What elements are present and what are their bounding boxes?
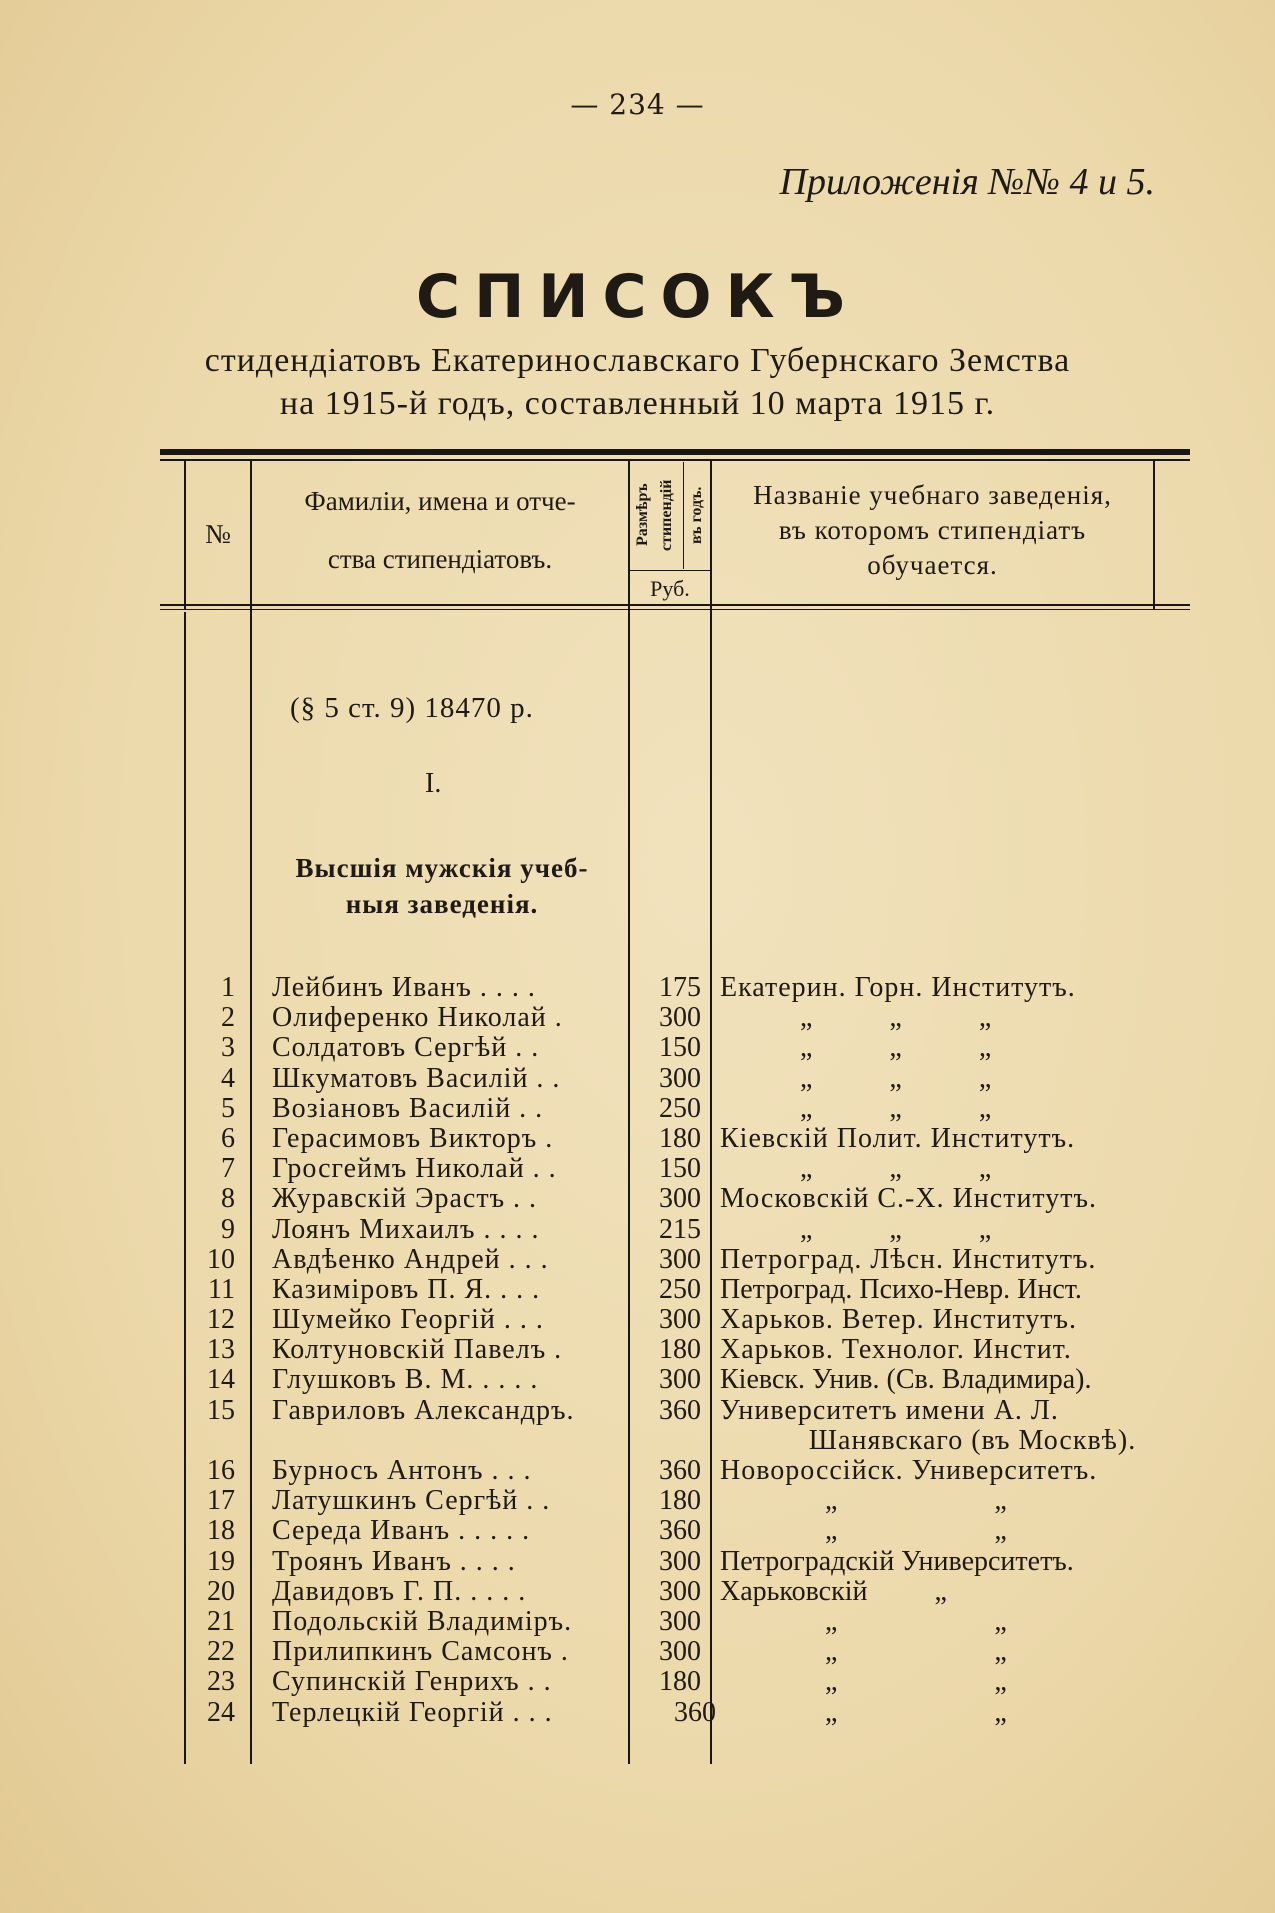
row-number: 7 <box>221 1153 235 1185</box>
row-name: Солдатовъ Сергѣй . . <box>272 1032 540 1064</box>
row-institution: „ „ „ <box>800 1062 992 1094</box>
header-institution <box>712 478 1153 583</box>
row-number: 1 <box>221 972 235 1003</box>
subtitle-line-2: на 1915-й годъ, составленный 10 марта 1915 г. <box>279 385 996 422</box>
table-row <box>160 1245 1190 1275</box>
row-amount: 300 <box>659 1002 701 1034</box>
row-number: 12 <box>207 1304 235 1336</box>
row-number: 6 <box>221 1122 235 1154</box>
amount-unit-rule <box>630 570 710 571</box>
row-number: 19 <box>207 1545 235 1577</box>
row-number: 17 <box>207 1485 235 1517</box>
row-institution: Университетъ имени А. Л. <box>720 1394 1059 1426</box>
row-name: Казиміровъ П. Я. . . . <box>272 1273 541 1305</box>
table-row <box>160 1003 1190 1033</box>
row-name: Гавриловъ Александръ. <box>272 1394 575 1426</box>
row-number: 16 <box>207 1455 235 1487</box>
table-top-rule-thin <box>160 459 1190 461</box>
row-amount: 150 <box>659 1153 701 1185</box>
row-institution: Кіевск. Унив. (Св. Владимира). <box>720 1364 1092 1396</box>
table-body <box>160 973 1190 1728</box>
row-name: Давидовъ Г. П. . . . . <box>272 1575 527 1607</box>
row-amount: 150 <box>659 1032 701 1064</box>
table-row <box>160 1456 1190 1486</box>
row-name: Терлецкій Георгій . . . <box>272 1696 553 1728</box>
row-institution: Харьков. Технолог. Инстит. <box>720 1334 1072 1366</box>
row-name: Олиференко Николай . <box>272 1002 563 1034</box>
row-name: Гросгеймъ Николай . . <box>272 1153 557 1185</box>
row-amount: 360 <box>659 1515 701 1547</box>
table-row <box>160 1184 1190 1214</box>
row-name: Лейбинъ Иванъ . . . . <box>272 972 536 1003</box>
row-institution: Харьковскій „ <box>720 1575 947 1607</box>
row-number: 8 <box>221 1183 235 1215</box>
table-row <box>160 1637 1190 1667</box>
row-number: 2 <box>221 1002 235 1034</box>
row-institution: „ „ <box>825 1696 1007 1728</box>
row-amount: 360 <box>674 1696 716 1728</box>
table-row <box>160 1064 1190 1094</box>
row-institution: Петроград. Лѣсн. Институтъ. <box>720 1243 1097 1275</box>
row-name: Возіановъ Василій . . <box>272 1092 544 1124</box>
row-amount: 360 <box>659 1455 701 1487</box>
row-amount: 300 <box>659 1605 701 1637</box>
table-row <box>160 1275 1190 1305</box>
row-name: Журавскій Эрастъ . . <box>272 1183 538 1215</box>
page-title: СПИСОКЪ <box>416 262 859 332</box>
row-amount: 175 <box>659 972 701 1003</box>
row-number: 21 <box>207 1605 235 1637</box>
row-institution: Кіевскій Полит. Институтъ. <box>720 1122 1076 1154</box>
row-institution: Харьков. Ветер. Институтъ. <box>720 1304 1078 1336</box>
row-institution: „ „ „ <box>800 1213 992 1245</box>
row-number: 14 <box>207 1364 235 1396</box>
table-row <box>160 1698 1190 1728</box>
table-row <box>160 1486 1190 1516</box>
table-row <box>160 1335 1190 1365</box>
header-institution-line-2: въ которомъ стипендіатъ <box>778 515 1087 545</box>
header-bottom-rule-thin <box>160 609 1190 610</box>
table-row <box>160 1547 1190 1577</box>
row-name: Колтуновскій Павелъ . <box>272 1334 563 1366</box>
header-amount-vertical-2: стипендій <box>658 479 675 551</box>
row-amount: 300 <box>659 1545 701 1577</box>
row-institution: „ „ <box>825 1485 1007 1517</box>
header-name-line-2: ства стипендіатовъ. <box>327 544 553 574</box>
row-institution: „ „ „ <box>800 1002 992 1034</box>
row-amount: 180 <box>659 1122 701 1154</box>
row-amount: 300 <box>659 1304 701 1336</box>
row-institution: „ „ „ <box>800 1092 992 1124</box>
row-number: 13 <box>207 1334 235 1366</box>
row-name: Авдѣенко Андрей . . . <box>272 1243 549 1275</box>
row-amount: 180 <box>659 1666 701 1698</box>
row-name: Глушковъ В. М. . . . . <box>272 1364 539 1396</box>
table-row <box>160 1396 1190 1456</box>
row-number: 24 <box>207 1696 235 1728</box>
row-number: 4 <box>221 1062 235 1094</box>
table-row <box>160 1154 1190 1184</box>
row-amount: 180 <box>659 1485 701 1517</box>
row-institution: „ „ <box>825 1636 1007 1668</box>
section-number: I. <box>425 768 442 799</box>
row-amount: 215 <box>659 1213 701 1245</box>
row-number: 3 <box>221 1032 235 1064</box>
section-heading <box>262 850 622 922</box>
row-institution: Московскій С.-Х. Институтъ. <box>720 1183 1098 1215</box>
row-name: Супинскій Генрихъ . . <box>272 1666 552 1698</box>
row-name: Прилипкинъ Самсонъ . <box>272 1636 569 1668</box>
table-row <box>160 1215 1190 1245</box>
table-row <box>160 1516 1190 1546</box>
header-name <box>252 472 628 588</box>
row-amount: 300 <box>659 1062 701 1094</box>
table-row <box>160 1094 1190 1124</box>
section-heading-line-2: ныя заведенія. <box>345 889 539 919</box>
row-name: Шумейко Георгій . . . <box>272 1304 544 1336</box>
table-row <box>160 1607 1190 1637</box>
row-amount: 300 <box>659 1183 701 1215</box>
header-amount-vertical-3: въ годъ. <box>688 486 705 544</box>
row-name: Латушкинъ Сергѣй . . <box>272 1485 551 1517</box>
row-institution: „ „ „ <box>800 1032 992 1064</box>
amount-subdivider <box>683 462 684 569</box>
row-number: 5 <box>221 1092 235 1124</box>
row-name: Бурносъ Антонъ . . . <box>272 1455 532 1487</box>
row-institution: „ „ „ <box>800 1153 992 1185</box>
table-row <box>160 1667 1190 1697</box>
row-name: Подольскій Владиміръ. <box>272 1605 573 1637</box>
row-institution: Петроград. Психо-Невр. Инст. <box>720 1273 1082 1305</box>
header-amount-unit: Руб. <box>650 576 690 601</box>
row-institution: „ „ <box>825 1666 1007 1698</box>
row-number: 10 <box>207 1243 235 1275</box>
row-amount: 300 <box>659 1243 701 1275</box>
table-top-rule <box>160 449 1190 455</box>
row-number: 20 <box>207 1575 235 1607</box>
row-number: 11 <box>208 1273 235 1305</box>
row-institution: Петроградскій Университетъ. <box>720 1545 1074 1577</box>
header-institution-line-1: Названіе учебнаго заведенія, <box>753 480 1112 510</box>
header-institution-line-3: обучается. <box>867 550 998 580</box>
section-heading-line-1: Высшія мужскія учеб- <box>295 853 589 883</box>
table-row <box>160 1365 1190 1395</box>
row-number: 18 <box>207 1515 235 1547</box>
row-amount: 300 <box>659 1575 701 1607</box>
table-row <box>160 1124 1190 1154</box>
row-number: 22 <box>207 1636 235 1668</box>
budget-reference: (§ 5 ст. 9) 18470 р. <box>290 692 534 724</box>
row-institution: „ „ <box>825 1515 1007 1547</box>
row-amount: 300 <box>659 1636 701 1668</box>
row-amount: 250 <box>659 1273 701 1305</box>
row-amount: 250 <box>659 1092 701 1124</box>
header-name-line-1: Фамиліи, имена и отче- <box>304 486 576 516</box>
row-amount: 180 <box>659 1334 701 1366</box>
page-number: — 234 — <box>570 88 705 121</box>
row-name: Троянъ Иванъ . . . . <box>272 1545 516 1577</box>
row-name: Шкуматовъ Василій . . <box>272 1062 561 1094</box>
row-amount: 360 <box>659 1394 701 1426</box>
row-name: Лоянъ Михаилъ . . . . <box>272 1213 540 1245</box>
row-institution: „ „ <box>825 1605 1007 1637</box>
row-institution-continued: Шанявскаго (въ Москвѣ). <box>808 1424 1137 1456</box>
table-row <box>160 1033 1190 1063</box>
table-row <box>160 1577 1190 1607</box>
appendix-label: Приложенія №№ 4 и 5. <box>779 161 1155 203</box>
header-number: № <box>205 519 231 549</box>
row-number: 15 <box>207 1394 235 1426</box>
header-amount-vertical-1: Размѣръ <box>634 483 651 547</box>
row-amount: 300 <box>659 1364 701 1396</box>
row-institution: Новороссійск. Университетъ. <box>720 1455 1098 1487</box>
table-row <box>160 973 1190 1003</box>
row-name: Середа Иванъ . . . . . <box>272 1515 531 1547</box>
table-right-border <box>1153 459 1155 609</box>
subtitle-line-1: стидендіатовъ Екатеринославскаго Губернскаго Земства <box>204 342 1071 379</box>
row-institution: Екатерин. Горн. Институтъ. <box>720 972 1076 1003</box>
row-number: 23 <box>207 1666 235 1698</box>
table-row <box>160 1305 1190 1335</box>
row-number: 9 <box>221 1213 235 1245</box>
row-name: Герасимовъ Викторъ . <box>272 1122 554 1154</box>
